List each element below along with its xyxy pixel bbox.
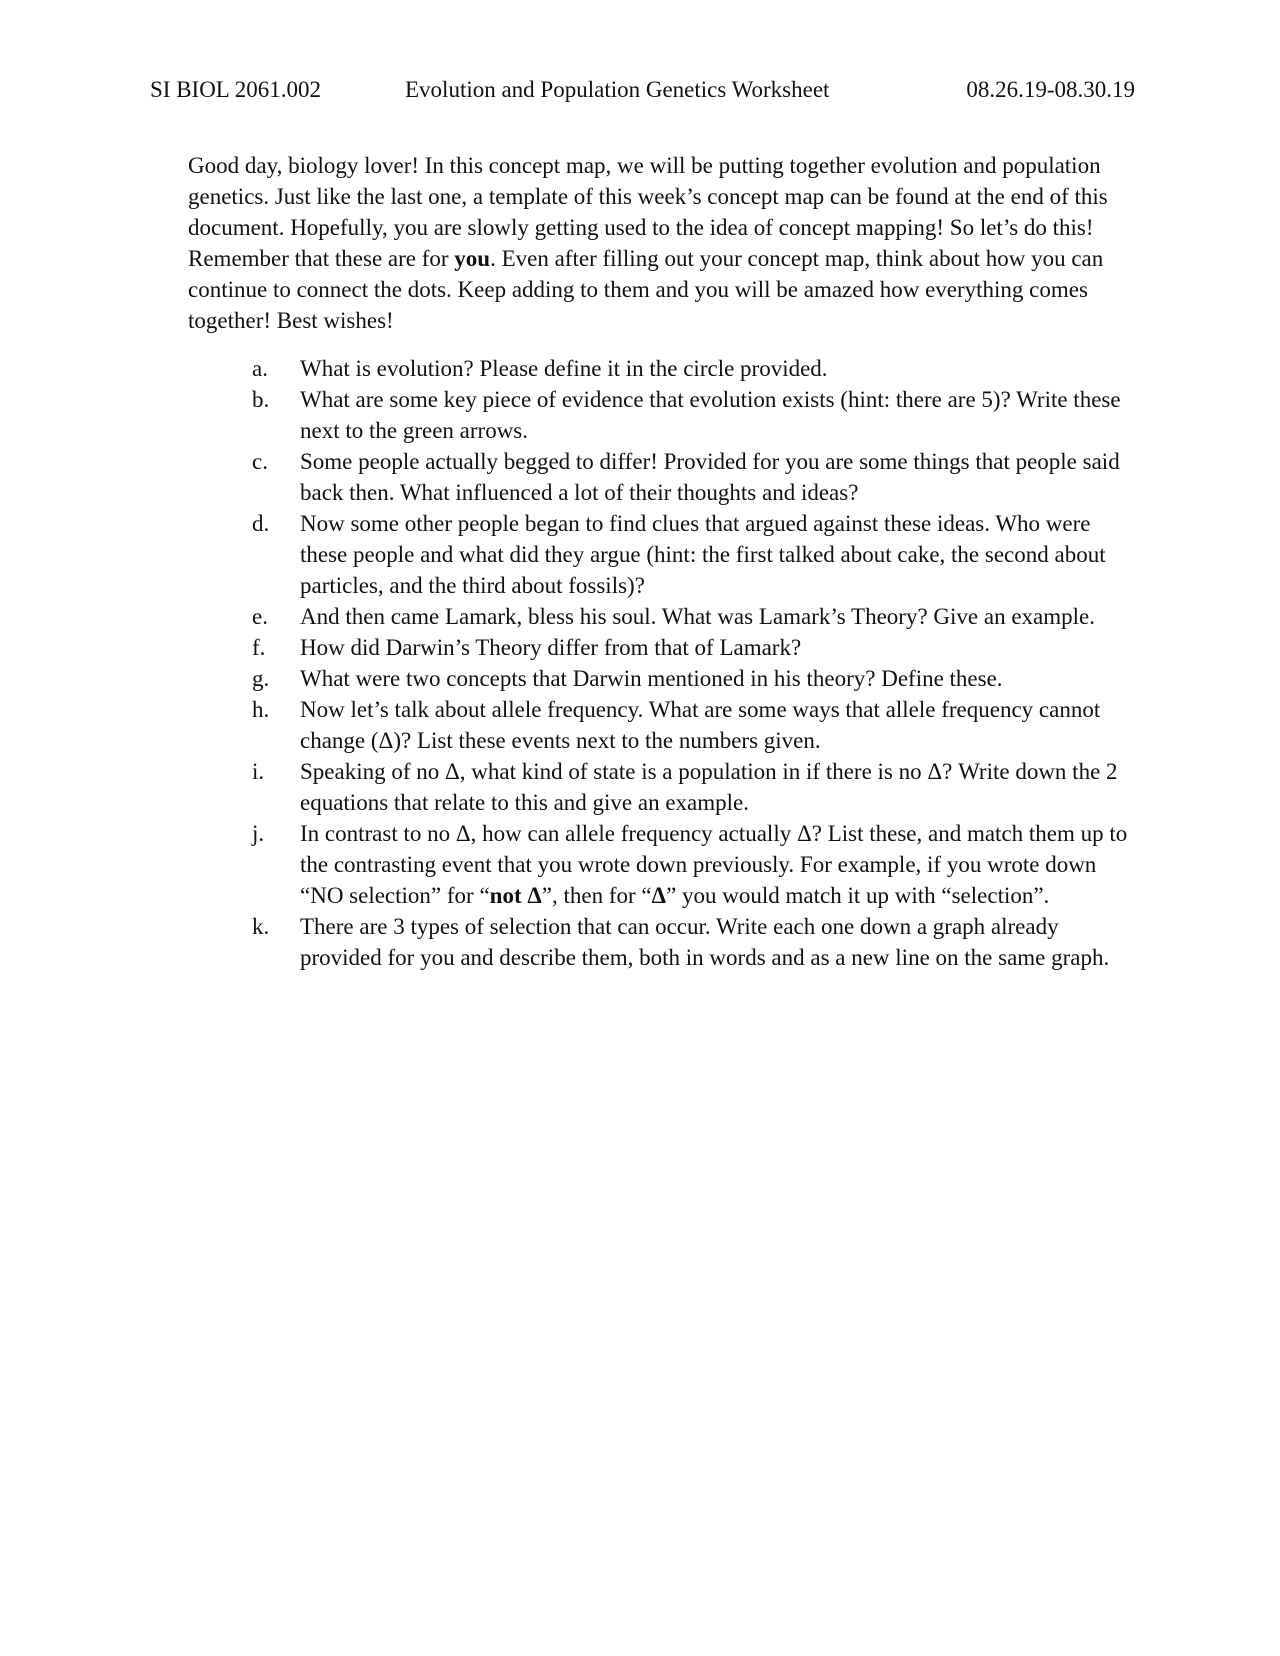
question-item-d	[188, 508, 1128, 601]
question-letter: g.	[252, 666, 270, 691]
question-text: What is evolution? Please define it in the circle provided.	[300, 356, 828, 381]
worksheet-title: Evolution and Population Genetics Worksheet	[405, 77, 830, 102]
intro-bold-you: you	[454, 246, 491, 271]
bold-not-delta: not Δ	[489, 883, 542, 908]
intro-text-2: . Even after filling out your concept map, think about how you can continue to connect the dots. Keep adding to them and you will be amazed how everything comes together! Best wishes!	[188, 246, 1104, 333]
question-item-j	[188, 818, 1128, 911]
course-code: SI BIOL 2061.002	[150, 77, 322, 102]
question-item-c	[188, 446, 1128, 508]
question-item-i	[188, 756, 1128, 818]
question-letter: f.	[252, 635, 266, 660]
question-item-e	[188, 601, 1128, 632]
question-item-a	[188, 353, 1128, 384]
question-text: What were two concepts that Darwin mentioned in his theory? Define these.	[300, 666, 1003, 691]
question-text-part: ” you would match it up with “selection”.	[666, 883, 1050, 908]
question-letter: c.	[252, 449, 268, 474]
question-letter: j.	[252, 821, 265, 846]
bold-delta: Δ	[651, 883, 667, 908]
question-item-h	[188, 694, 1128, 756]
question-list	[188, 353, 1128, 973]
question-text: And then came Lamark, bless his soul. What was Lamark’s Theory? Give an example.	[300, 604, 1095, 629]
question-text: Now let’s talk about allele frequency. What are some ways that allele frequency cannot change (Δ)? List these events next to the numbers given.	[300, 697, 1101, 753]
question-letter: h.	[252, 697, 270, 722]
question-letter: b.	[252, 387, 270, 412]
intro-paragraph	[188, 150, 1118, 336]
question-letter: i.	[252, 759, 265, 784]
intro-text-1: Good day, biology lover! In this concept map, we will be putting together evolution and population genetics. Just like the last one, a template of this week’s concept map can be found at the end of this document. Hopefully, you are slowly getting used to the idea of concept mapping! So let’s do this! Remember that these are for	[188, 153, 1108, 271]
question-letter: d.	[252, 511, 270, 536]
question-item-g	[188, 663, 1128, 694]
question-letter: e.	[252, 604, 268, 629]
question-item-b	[188, 384, 1128, 446]
date-range: 08.26.19-08.30.19	[966, 77, 1135, 102]
question-text: Some people actually begged to differ! Provided for you are some things that people said back then. What influenced a lot of their thoughts and ideas?	[300, 449, 1120, 505]
question-text: Now some other people began to find clues that argued against these ideas. Who were these people and what did they argue (hint: the first talked about cake, the second about particles, and the third about fossils)?	[300, 511, 1106, 598]
question-text: How did Darwin’s Theory differ from that of Lamark?	[300, 635, 802, 660]
question-text-part: ”, then for “	[541, 883, 652, 908]
question-item-f	[188, 632, 1128, 663]
question-text: What are some key piece of evidence that evolution exists (hint: there are 5)? Write these next to the green arrows.	[300, 387, 1121, 443]
question-item-k	[188, 911, 1128, 973]
question-text: There are 3 types of selection that can occur. Write each one down a graph already provided for you and describe them, both in words and as a new line on the same graph.	[300, 914, 1110, 970]
question-text-part: In contrast to no Δ, how can allele frequency actually Δ? List these, and match them up to the contrasting event that you wrote down previously. For example, if you wrote down “NO selection” for “	[300, 821, 1128, 908]
page-header	[150, 74, 1135, 106]
question-letter: a.	[252, 356, 268, 381]
question-text	[300, 821, 1127, 908]
question-text: Speaking of no Δ, what kind of state is a population in if there is no Δ? Write down the 2 equations that relate to this and give an example.	[300, 759, 1118, 815]
question-letter: k.	[252, 914, 270, 939]
